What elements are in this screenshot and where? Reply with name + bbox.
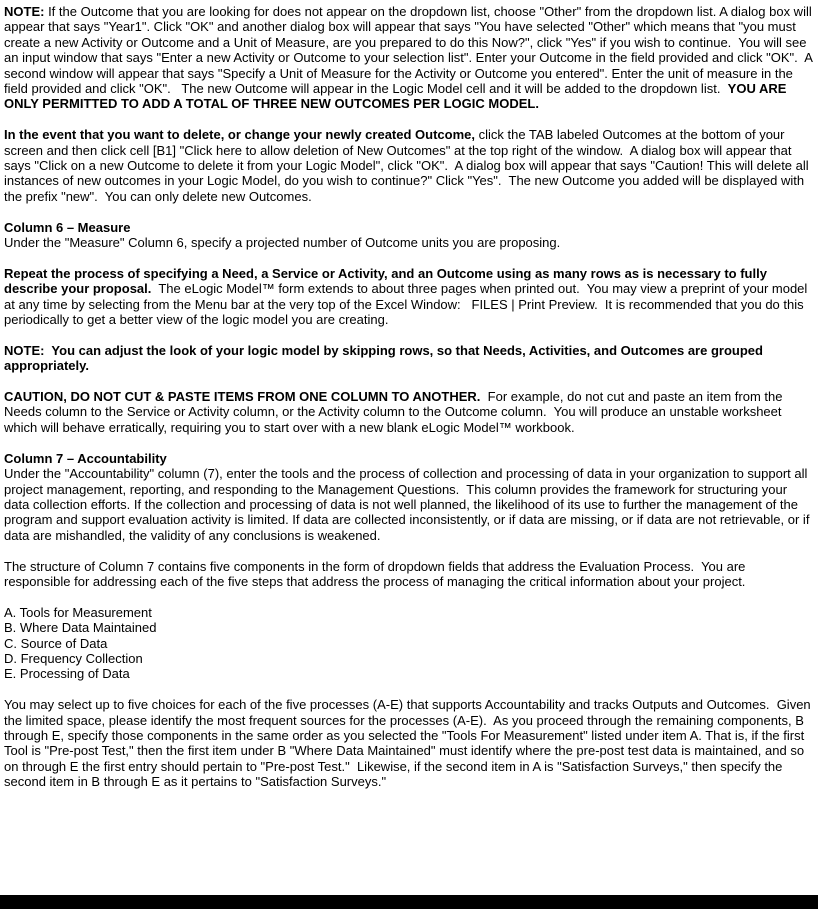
note-skipping-rows: [4, 343, 813, 374]
bold-text: In the event that you want to delete, or change your newly created Outcome,: [4, 127, 475, 143]
body-text: E. Processing of Data: [4, 666, 130, 682]
column-6-body: [4, 235, 813, 250]
body-text: If the Outcome that you are looking for does not appear on the dropdown list, choose "Other" from the dropdown list. A dialog box will appear that says "Year1". Click "OK" and another dialog box will appear that says "You have selected "Other" which means that "you must create a new Activity or Outcome and a Unit of Measure, are you prepared to do this Now?", click "Yes" if you wish to continue. You will see an input window that says "Enter a new Activity or Outcome to your selection list". Enter your Outcome in the field provided and click "OK". A second window will appear that says "Specify a Unit of Measure for the Activity or Outcome you entered". Enter the unit of measure in the field provided and click "OK". The new Outcome will appear in the Logic Model cell and it will be added to the dropdown list.: [4, 4, 816, 97]
document-body: [4, 4, 816, 790]
list-item-b: [4, 620, 813, 635]
bold-text: NOTE:: [4, 4, 45, 19]
list-item-e: [4, 666, 813, 681]
bold-text: CAUTION, DO NOT CUT & PASTE ITEMS FROM ONE COLUMN TO ANOTHER.: [4, 389, 481, 405]
heading-column-7: [4, 451, 813, 466]
body-text: B. Where Data Maintained: [4, 620, 157, 636]
column-7-body: [4, 466, 813, 543]
body-text: A. Tools for Measurement: [4, 604, 152, 620]
heading-column-6: [4, 220, 813, 235]
bold-text: YOU ARE ONLY PERMITTED TO ADD A TOTAL OF THREE NEW OUTCOMES PER LOGIC MODEL.: [4, 81, 791, 112]
body-text: The structure of Column 7 contains five components in the form of dropdown fields that address the Evaluation Process. You are responsible for addressing each of the five steps that address the process of managing the critical information about your project.: [4, 558, 750, 589]
window-bottom-bar: [0, 895, 818, 909]
body-text: C. Source of Data: [4, 635, 108, 651]
bold-text: NOTE: You can adjust the look of your logic model by skipping rows, so that Needs, Activities, and Outcomes are grouped appropriately.: [4, 342, 767, 374]
bold-text: Column 6 – Measure: [4, 219, 131, 235]
body-text: Under the "Measure" Column 6, specify a projected number of Outcome units you are proposing.: [4, 235, 561, 251]
delete-new-outcome: [4, 127, 813, 204]
list-item-a: [4, 605, 813, 620]
repeat-process: [4, 266, 813, 328]
body-text: Under the "Accountability" column (7), enter the tools and the process of collection and processing of data in your organization to support all project management, reporting, and responding to the Management Questions. This column provides the framework for structuring your data collection efforts. If the collection and processing of data is not well planned, the likelihood of its use to further the management of the program and support evaluation activity is limited. If data are collected inconsistently, or if data are missing, or if data are not retrievable, or if data are mishandled, the validity of any conclusions is weakened.: [4, 466, 814, 543]
body-text: You may select up to five choices for each of the five processes (A-E) that supports Accountability and tracks Outputs and Outcomes. Given the limited space, please identify the most frequent sources for the processes (A-E). As you proceed through the remaining components, B through E, specify those components in the same order as you selected the "Tools For Measurement" listed under item A. That is, if the first Tool is "Pre-post Test," then the first item under B "Where Data Maintained" must identify where the pre-post test data is maintained, and so on through E the first entry should pertain to "Pre-post Test." Likewise, if the second item in A is "Satisfaction Surveys," then specify the second item in B through E as it pertains to "Satisfaction Surveys.": [4, 697, 815, 790]
body-text: click the TAB labeled Outcomes at the bottom of your screen and then click cell [B1] "Click here to allow deletion of New Outcomes" at the top right of the window. A dialog box will appear that says "Click on a new Outcome to delete it from your Logic Model", click "OK". A dialog box will appear that says "Caution! This will delete all instances of new outcomes in your Logic Model, do you wish to continue?" Click "Yes". The new Outcome you added will be displayed with the prefix "new". You can only delete new Outcomes.: [4, 127, 813, 204]
body-text: For example, do not cut and paste an item from the Needs column to the Service or Activity column, or the Activity column to the Outcome column. You will produce an unstable worksheet which will behave erratically, requiring you to start over with a new blank eLogic Model™ workbook.: [4, 389, 787, 435]
bold-text: Column 7 – Accountability: [4, 450, 167, 466]
body-text: D. Frequency Collection: [4, 650, 143, 666]
bold-text: Repeat the process of specifying a Need, a Service or Activity, and an Outcome using as many rows as is necessary to fully describe your proposal.: [4, 265, 771, 297]
body-text: The eLogic Model™ form extends to about three pages when printed out. You may view a preprint of your model at any time by selecting from the Menu bar at the very top of the Excel Window: FILES | Print Preview. It is recommended that you do this periodically to get a better view of the logic model you are creating.: [4, 281, 811, 328]
list-item-c: [4, 636, 813, 651]
column-7-structure: [4, 559, 813, 590]
select-choices: [4, 697, 813, 789]
list-item-d: [4, 651, 813, 666]
caution-cut-paste: [4, 389, 813, 435]
note-other-outcome: [4, 4, 816, 112]
